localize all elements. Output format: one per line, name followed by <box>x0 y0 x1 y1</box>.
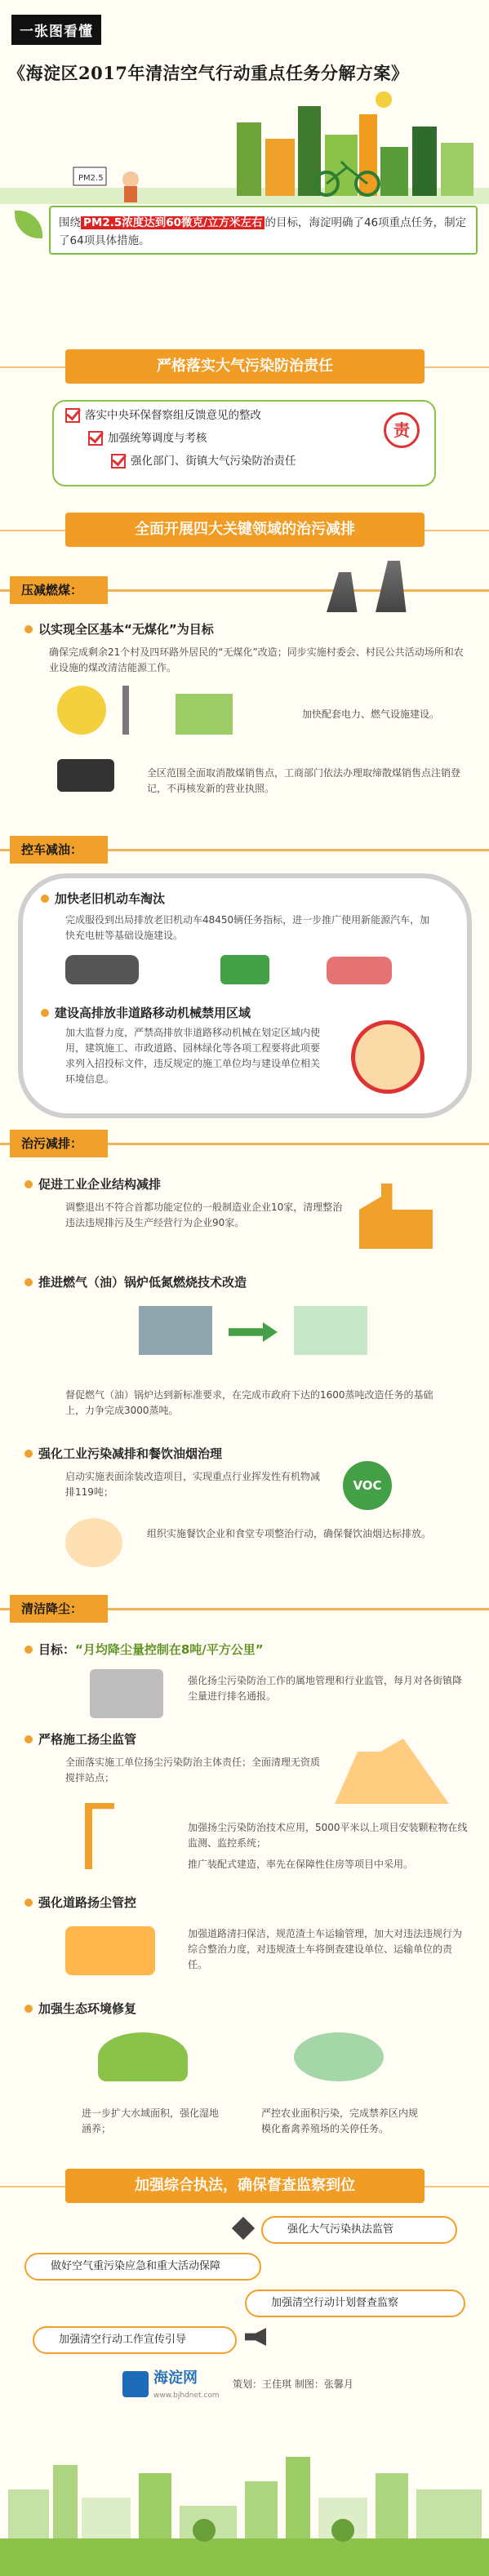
clean-boiler-icon <box>294 1306 367 1355</box>
leaf-icon <box>15 211 42 238</box>
dust-text-5: 进一步扩大水域面积，强化湿地涵养； <box>82 2107 220 2134</box>
vehicle-text-1: 完成服役到出局排放老旧机动车48450辆任务指标，进一步推广使用新能源汽车，加快充电桩等基础设施建设。 <box>65 914 430 941</box>
checkbox-icon <box>88 431 103 446</box>
excavator-ban-icon <box>351 1020 425 1094</box>
section1-item-1: 落实中央环保督察组反馈意见的整改 <box>65 408 261 424</box>
section1-item-3: 强化部门、街镇大气污染防治责任 <box>111 454 296 469</box>
dust-truck-icon <box>65 1926 155 1975</box>
section2-title: 全面开展四大关键领域的治污减排 <box>65 513 425 547</box>
dust-text-6: 严控农业面积污染，完成禁养区内规模化畜禽养殖场的关停任务。 <box>261 2107 419 2134</box>
dust-text-4: 加强道路清扫保洁，规范渣土车运输管理，加大对违法违规行为综合整治力度，对违规渣土车将倒查建设单位、运输单位的责任。 <box>188 1928 463 1970</box>
skyline-illustration <box>0 90 489 204</box>
enforcement-item-4: 加强清空行动工作宣传引导 <box>33 2326 237 2354</box>
pm25-sign: PM2.5 <box>78 174 104 183</box>
dust-text-3: 推广装配式建造，率先在保障性住房等项目中采用。 <box>188 1859 414 1870</box>
chimney-icon <box>327 555 449 612</box>
hdnet-url: www.bjhdnet.com <box>153 2392 220 2400</box>
responsibility-seal-icon: 责 <box>384 412 420 448</box>
pollution-text-4: 组织实施餐饮企业和食堂专项整治行动，确保餐饮油烟达标排放。 <box>147 1528 432 1539</box>
boiler-icon <box>139 1306 212 1355</box>
wetland-icon <box>98 2032 188 2081</box>
badge-one-picture: 一张图看懂 <box>11 15 101 45</box>
checkbox-icon <box>111 454 126 469</box>
dust-text-0: 强化扬尘污染防治工作的属地管理和行业监管，每月对各街镇降尘量进行排名通报。 <box>188 1675 463 1702</box>
megaphone-icon <box>245 2328 266 2346</box>
dust-goal: 目标：“月均降尘量控制在8吨/平方公里” <box>24 1641 264 1658</box>
pollution-text-1: 调整退出不符合首都功能定位的一般制造业企业10家，清理整治违法违规排污及生产经营行为企业90家。 <box>65 1201 343 1228</box>
vehicle-tab: 控车减油： <box>10 836 108 864</box>
gavel-icon <box>232 2217 255 2240</box>
credits: 策划：王佳琪 制图：张馨月 <box>233 2378 353 2390</box>
voc-icon: VOC <box>343 1461 392 1510</box>
intro-highlight: PM2.5浓度达到60微克/立方米左右 <box>81 216 265 229</box>
dust-sub-1: 严格施工扬尘监管 <box>24 1730 136 1748</box>
section1-item-2: 加强统筹调度与考核 <box>88 431 207 446</box>
factory-ban-icon <box>359 1184 433 1249</box>
pollution-tab: 治污减排： <box>10 1130 108 1157</box>
pollution-sub-2: 推进燃气（油）锅炉低氮燃烧技术改造 <box>24 1273 247 1290</box>
vehicle-sub-2: 建设高排放非道路移动机械禁用区域 <box>41 1004 251 1021</box>
crane-icon <box>65 1796 114 1869</box>
vehicle-text-2: 加大监督力度，严禁高排放非道路移动机械在划定区域内使用，建筑施工、市政道路、园林绿化等各项工程要将此项要求列入招投标文件，违反规定的施工单位均与建设单位相关环境信息。 <box>65 1027 321 1085</box>
coal-text-1: 确保完成剩余21个村及四环路外居民的“无煤化”改造；同步实施村委会、村民公共活动场所和农业设施的煤改清洁能源工作。 <box>49 646 464 673</box>
coal-subtitle: 以实现全区基本“无煤化”为目标 <box>24 620 214 637</box>
enforcement-item-1: 强化大气污染执法监管 <box>261 2216 457 2244</box>
coal-text-2: 加快配套电力、燃气设施建设。 <box>302 708 440 720</box>
dust-sub-3: 加强生态环境修复 <box>24 2000 136 2017</box>
footer-skyline <box>0 2441 489 2576</box>
pollution-sub-3: 强化工业污染减排和餐饮油烟治理 <box>24 1445 222 1462</box>
page-title: 《海淀区2017年清洁空气行动重点任务分解方案》 <box>8 63 409 83</box>
recycle-icon <box>220 955 269 984</box>
factory-icon <box>176 694 233 735</box>
pollution-sub-1: 促进工业企业结构减排 <box>24 1175 161 1193</box>
dust-text-1: 全面落实施工单位扬尘污染防治主体责任；全面清理无资质搅拌站点； <box>65 1757 321 1783</box>
hdnet-logo: 海淀网 <box>153 2369 198 2387</box>
wind-turbine-icon <box>122 686 129 735</box>
enforcement-item-2: 做好空气重污染应急和重大活动保障 <box>24 2253 261 2281</box>
pollution-text-3: 启动实施表面涂装改造项目，实现重点行业挥发性有机物减排119吨； <box>65 1471 321 1498</box>
pollution-text-2: 督促燃气（油）锅炉达到新标准要求，在完成市政府下达的1600蒸吨改造任务的基础上，力争完成3000蒸吨。 <box>65 1389 433 1416</box>
coal-tab: 压减燃煤： <box>10 576 108 604</box>
new-car-icon <box>327 957 392 984</box>
dust-tab: 清洁降尘： <box>10 1595 108 1623</box>
section1-title: 严格落实大气污染防治责任 <box>65 349 425 384</box>
intro-prefix: 围绕 <box>59 216 81 229</box>
solar-wind-icon <box>57 686 106 735</box>
intro-suffix: 的目标，海淀明确了46项重点任务，制定了64项具体措施。 <box>59 216 467 247</box>
coal-text-3: 全区范围全面取消散煤销售点，工商部门依法办理取缔散煤销售点注销登记，不再核发新的营业执照。 <box>147 767 461 794</box>
checkbox-icon <box>65 408 80 423</box>
farm-icon <box>294 2032 384 2081</box>
arrow-icon <box>229 1322 278 1342</box>
construction-site-icon <box>335 1739 449 1804</box>
dust-monitor-icon <box>90 1669 163 1718</box>
no-coal-icon <box>57 759 114 792</box>
dust-sub-2: 强化道路扬尘管控 <box>24 1894 136 1911</box>
vehicle-sub-1: 加快老旧机动车淘汰 <box>41 890 165 907</box>
enforcement-item-3: 加强清空行动计划督查监察 <box>245 2290 465 2317</box>
cooking-icon <box>65 1518 122 1567</box>
intro-box <box>49 206 478 255</box>
dust-text-2: 加强扬尘污染防治技术应用，5000平米以上项目安装颗粒物在线监测、监控系统； <box>188 1822 468 1849</box>
hdnet-logo-icon <box>122 2371 149 2397</box>
section3-title: 加强综合执法，确保督查监察到位 <box>65 2169 425 2203</box>
old-car-icon <box>65 955 139 984</box>
